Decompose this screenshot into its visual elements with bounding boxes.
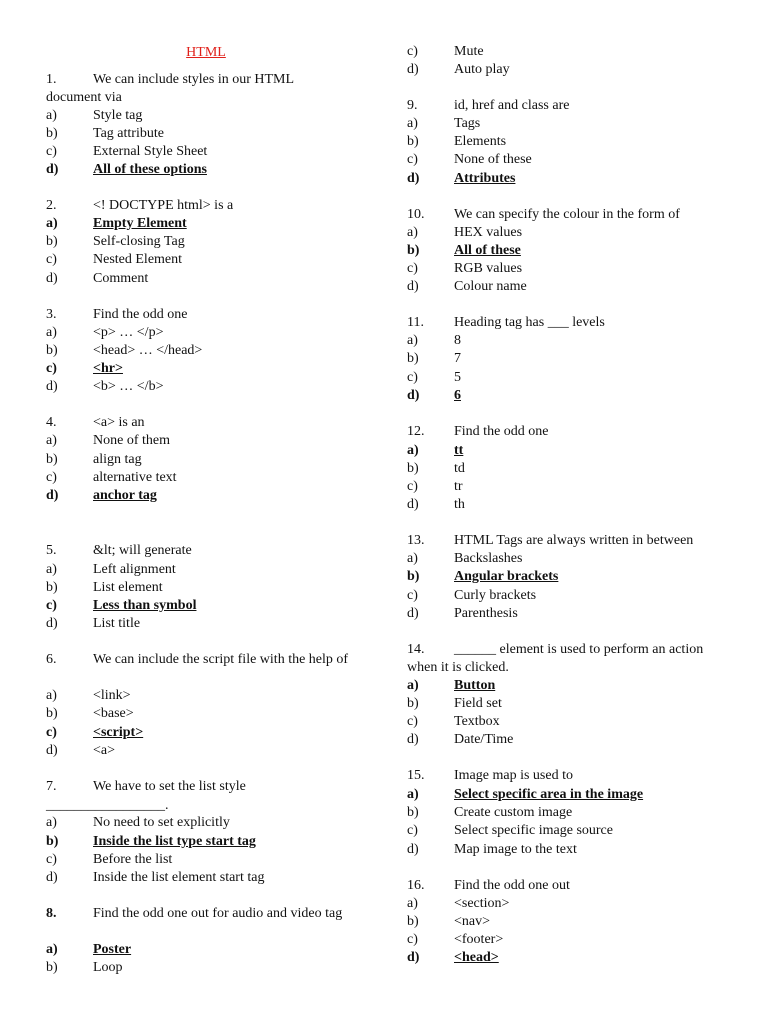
question-text: 14. ______ element is used to perform an action when it is clicked. bbox=[407, 642, 704, 676]
question-text: 1. We can include styles in our HTML document via bbox=[46, 72, 294, 106]
question-text: 8. Find the odd one out for audio and video tag bbox=[46, 906, 343, 921]
answer-blank: _________________. bbox=[46, 798, 169, 813]
document-page: HTML 1. We can include styles in our HTML document via a) Style tag b) Tag attribute c) External Style Sheet d) All of these options 2. <! DOCTYPE html> is a a) Empty Element b) Self-closing Tag c) Nested Element d) Comment 3. Find the odd one a) <p> … </p> b) <head> … </head> c) <hr> d) <b> … </b> 4. <a> is an a) None of them b) align tag c) alternative text d) anchor tag 5. &lt; will generate a) Left alignment b) List element c) Less than symbol d) List title 6. We can include the script file with the help of a) <link> b) <base> c) <script> d) <a> 7. We have to set the list style _________________. a) No need to set explicitly b) Inside the list type start tag c) Before the list d) Inside the list element start tag 8. Find the odd one out for audio and video tag a) Poster b) Loop c) Mute d) Auto play 9. id, href and class are a) Tags b) Elements c) None of these d) Attributes 10. We can specify the colour in the form of a) HEX values b) All of these c) RGB values d) Colour name 11. Heading tag has ___ levels a) 8 b) 7 c) 5 d) 6 12. Find the odd one a) tt b) td c) tr d) th 13. HTML Tags are always written in between a) Backslashes b) Angular brackets c) Curly brackets d) Parenthesis 14. ______ element is used to perform an action when it is clicked. a) Button b) Field set c) Textbox d) Date/Time 15. Image map is used to a) Select specific area in the image b) Create custom image c) Select specific image source d) Map image to the text 16. Find the odd one out a) <section> b) <nav> c) <footer> d) <head> bbox=[0, 0, 768, 1024]
document-title: HTML bbox=[186, 45, 226, 60]
question-text: 6. We can include the script file with the help of bbox=[46, 652, 349, 667]
